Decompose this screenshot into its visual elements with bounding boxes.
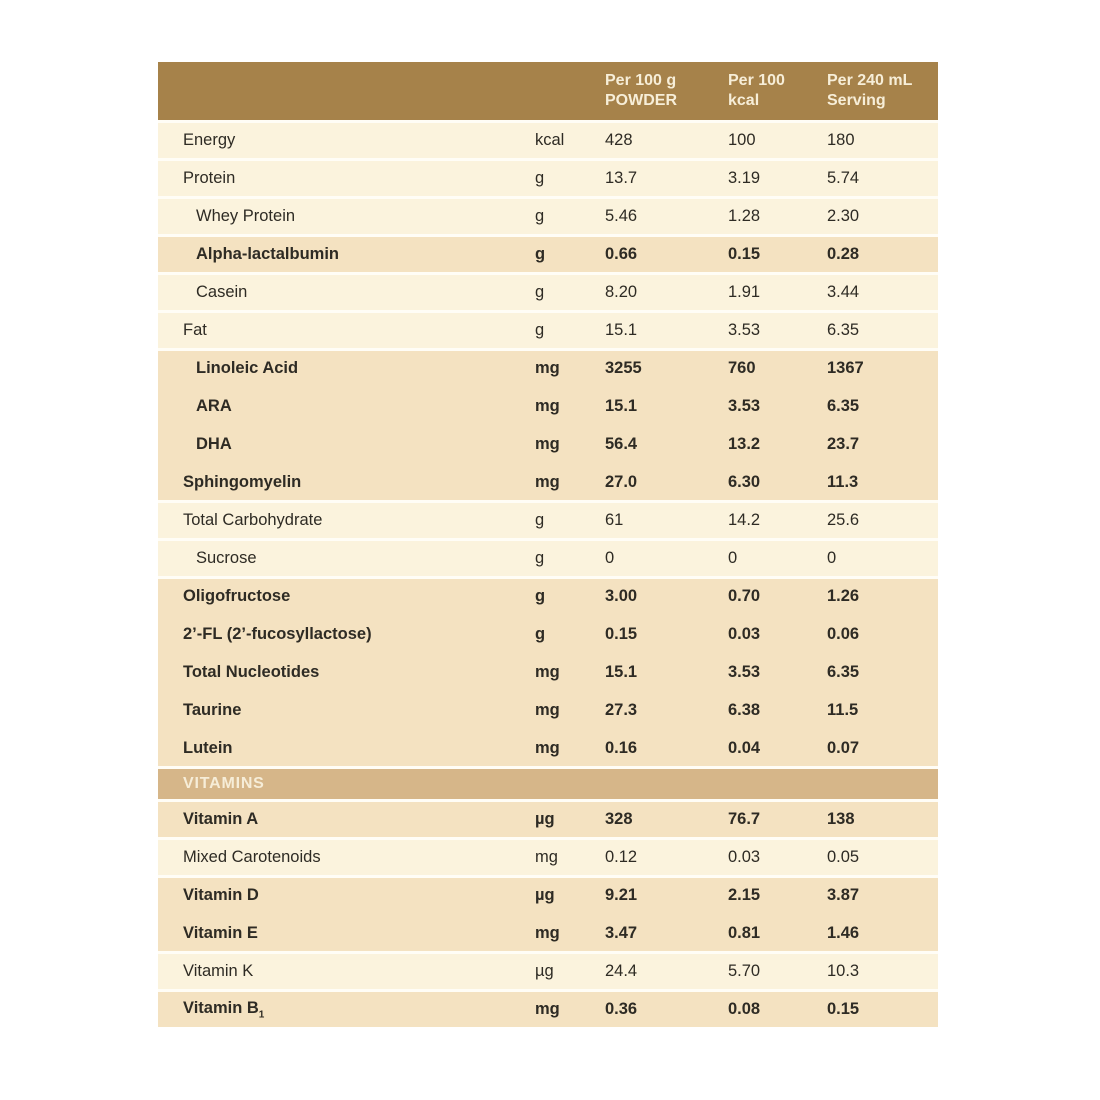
row-value: 61 xyxy=(605,511,624,529)
row-value: 0.28 xyxy=(827,245,860,263)
row-value: 3.00 xyxy=(605,587,638,605)
row-value: 0.66 xyxy=(605,245,638,263)
row-value: 11.3 xyxy=(827,473,859,491)
table-body xyxy=(158,120,938,1027)
row-value: 180 xyxy=(827,131,855,149)
row-value: 13.2 xyxy=(728,435,761,453)
row-value: 0.70 xyxy=(728,587,761,605)
row-unit: mg xyxy=(535,701,560,719)
row-label: Oligofructose xyxy=(183,587,291,605)
row-value: 23.7 xyxy=(827,435,860,453)
row-value: 2.15 xyxy=(728,886,761,904)
table-row xyxy=(158,875,938,913)
row-label: ARA xyxy=(196,397,232,415)
row-value: 3.53 xyxy=(728,397,761,415)
row-value: 760 xyxy=(728,359,756,377)
row-label: Sphingomyelin xyxy=(183,473,302,491)
row-unit: g xyxy=(535,283,545,301)
row-value: 0.15 xyxy=(605,625,638,643)
row-unit: mg xyxy=(535,663,560,681)
column-header-per-100-kcal: Per 100 kcal xyxy=(728,72,785,109)
row-value: 3.53 xyxy=(728,663,761,681)
table-row xyxy=(158,989,938,1027)
row-unit: mg xyxy=(535,848,558,866)
row-value: 6.30 xyxy=(728,473,761,491)
row-value: 14.2 xyxy=(728,511,761,529)
row-value: 6.35 xyxy=(827,397,860,415)
table-row xyxy=(158,386,938,424)
row-value: 0.12 xyxy=(605,848,638,866)
table-row xyxy=(158,913,938,951)
row-label: Mixed Carotenoids xyxy=(183,848,321,866)
row-label: Whey Protein xyxy=(196,207,296,225)
table-row xyxy=(158,690,938,728)
row-unit: µg xyxy=(535,886,555,904)
row-value: 0.15 xyxy=(728,245,761,263)
row-value: 6.35 xyxy=(827,321,860,339)
row-value: 27.0 xyxy=(605,473,638,491)
row-value: 0.06 xyxy=(827,625,860,643)
row-unit: mg xyxy=(535,473,560,491)
table-row xyxy=(158,652,938,690)
row-label: Total Nucleotides xyxy=(183,663,320,681)
row-unit: g xyxy=(535,511,545,529)
row-value: 15.1 xyxy=(605,321,638,339)
row-value: 0 xyxy=(605,549,615,567)
row-value: 0.16 xyxy=(605,739,638,757)
row-label: Vitamin E xyxy=(183,924,258,942)
row-value: 10.3 xyxy=(827,962,860,980)
row-value: 13.7 xyxy=(605,169,638,187)
table-row xyxy=(158,234,938,272)
row-label: Vitamin D xyxy=(183,886,259,904)
row-label: Linoleic Acid xyxy=(196,359,299,377)
table-row xyxy=(158,272,938,310)
row-unit: g xyxy=(535,245,546,263)
row-label: Energy xyxy=(183,131,236,149)
row-value: 0.81 xyxy=(728,924,761,942)
table-row xyxy=(158,348,938,386)
table-row xyxy=(158,310,938,348)
row-value: 25.6 xyxy=(827,511,860,529)
row-value: 428 xyxy=(605,131,633,149)
row-label: Vitamin A xyxy=(183,810,259,828)
row-value: 5.74 xyxy=(827,169,860,187)
row-label: Vitamin $B_1$ xyxy=(183,998,265,1021)
row-label: Fat xyxy=(183,321,207,339)
row-unit: g xyxy=(535,625,546,643)
section-header-vitamins: VITAMINS xyxy=(158,766,938,799)
row-value: 27.3 xyxy=(605,701,638,719)
row-value: 3255 xyxy=(605,359,642,377)
nutrition-table xyxy=(158,62,938,1027)
row-label: Taurine xyxy=(183,701,242,719)
table-row xyxy=(158,837,938,875)
row-label: 2’-FL (2’-fucosyllactose) xyxy=(183,625,372,643)
row-unit: mg xyxy=(535,397,560,415)
row-unit: µg xyxy=(535,962,554,980)
row-value: 1.28 xyxy=(728,207,761,225)
row-value: 56.4 xyxy=(605,435,638,453)
row-unit: mg xyxy=(535,359,560,377)
row-label: Lutein xyxy=(183,739,233,757)
row-label: Protein xyxy=(183,169,236,187)
row-unit: mg xyxy=(535,435,560,453)
table-row xyxy=(158,500,938,538)
row-label: Sucrose xyxy=(196,549,257,567)
row-value: 15.1 xyxy=(605,397,638,415)
row-value: 11.5 xyxy=(827,701,859,719)
row-unit: mg xyxy=(535,1000,560,1018)
table-header xyxy=(158,62,938,120)
table-row xyxy=(158,158,938,196)
row-value: 0.07 xyxy=(827,739,860,757)
table-row xyxy=(158,799,938,837)
table-row xyxy=(158,614,938,652)
row-value: 0 xyxy=(728,549,738,567)
row-unit: g xyxy=(535,587,546,605)
row-value: 0.15 xyxy=(827,1000,860,1018)
row-unit: µg xyxy=(535,810,555,828)
column-header-per-240ml-serving: Per 240 mL Serving xyxy=(827,72,913,109)
row-value: 6.35 xyxy=(827,663,860,681)
row-value: 0.03 xyxy=(728,625,761,643)
row-value: 3.53 xyxy=(728,321,761,339)
row-unit: g xyxy=(535,207,545,225)
row-value: 3.44 xyxy=(827,283,860,301)
row-value: 0 xyxy=(827,549,837,567)
row-label-subscript: 1 xyxy=(258,1009,265,1021)
row-value: 8.20 xyxy=(605,283,638,301)
row-value: 5.46 xyxy=(605,207,638,225)
table-row xyxy=(158,576,938,614)
row-unit: mg xyxy=(535,924,560,942)
row-value: 6.38 xyxy=(728,701,761,719)
row-value: 100 xyxy=(728,131,756,149)
row-value: 5.70 xyxy=(728,962,761,980)
table-row xyxy=(158,462,938,500)
row-value: 0.08 xyxy=(728,1000,761,1018)
table-row xyxy=(158,120,938,158)
table-row xyxy=(158,728,938,766)
row-value: 1.91 xyxy=(728,283,761,301)
row-value: 3.19 xyxy=(728,169,761,187)
row-value: 0.36 xyxy=(605,1000,638,1018)
row-value: 0.03 xyxy=(728,848,761,866)
table-row xyxy=(158,196,938,234)
row-value: 1.46 xyxy=(827,924,860,942)
table-row xyxy=(158,424,938,462)
row-value: 1.26 xyxy=(827,587,860,605)
row-label: Total Carbohydrate xyxy=(183,511,323,529)
row-unit: g xyxy=(535,169,545,187)
row-label: Vitamin K xyxy=(183,962,254,980)
row-unit: g xyxy=(535,549,545,567)
row-unit: kcal xyxy=(535,131,565,149)
row-label: Alpha-lactalbumin xyxy=(196,245,340,263)
row-label: Casein xyxy=(196,283,248,301)
row-value: 3.87 xyxy=(827,886,860,904)
row-value: 328 xyxy=(605,810,633,828)
row-unit: g xyxy=(535,321,545,339)
row-value: 0.04 xyxy=(728,739,761,757)
row-label: DHA xyxy=(196,435,232,453)
row-value: 0.05 xyxy=(827,848,860,866)
row-value: 138 xyxy=(827,810,855,828)
row-value: 9.21 xyxy=(605,886,638,904)
table-row xyxy=(158,951,938,989)
row-value: 3.47 xyxy=(605,924,638,942)
table-row xyxy=(158,538,938,576)
row-value: 15.1 xyxy=(605,663,638,681)
row-unit: mg xyxy=(535,739,560,757)
row-value: 2.30 xyxy=(827,207,860,225)
row-value: 24.4 xyxy=(605,962,638,980)
row-value: 76.7 xyxy=(728,810,761,828)
row-value: 1367 xyxy=(827,359,864,377)
column-header-per-100g-powder: Per 100 g POWDER xyxy=(605,72,677,109)
